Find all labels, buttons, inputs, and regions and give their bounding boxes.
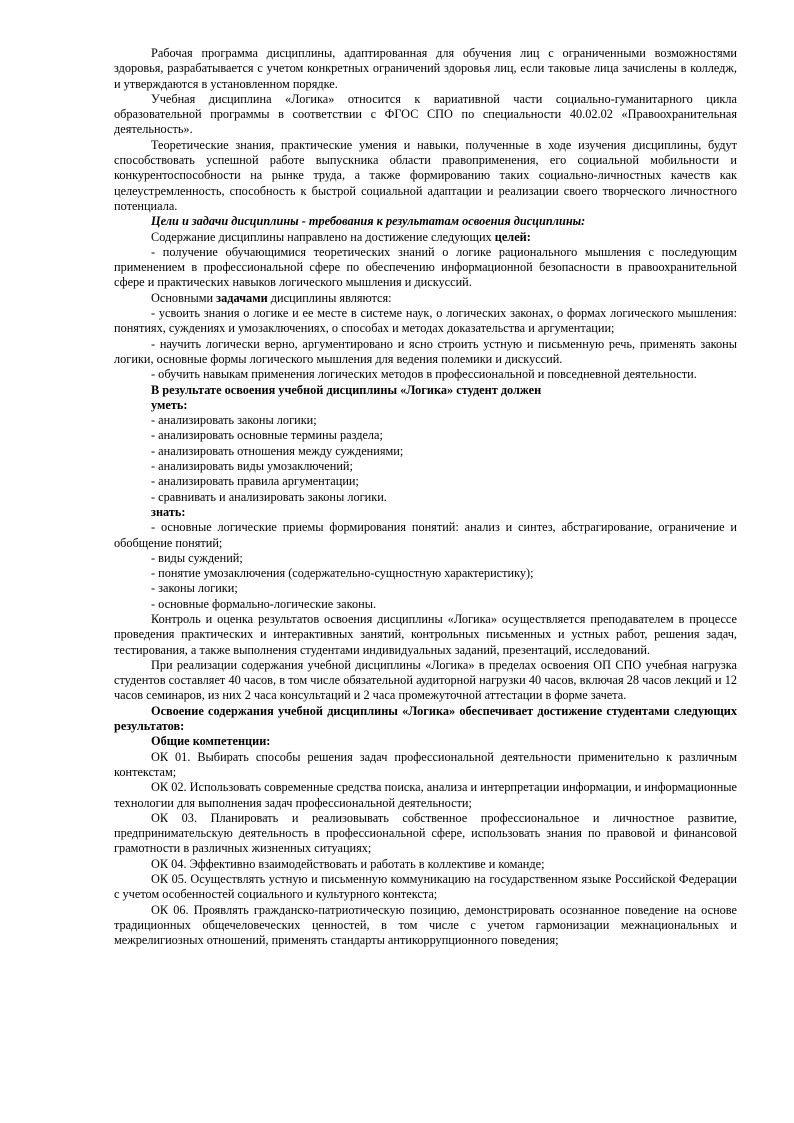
competency-item: ОК 05. Осуществлять устную и письменную коммуникацию на государственном языке Российской Федерации с учетом особенностей социального и культурного контекста;: [114, 872, 737, 902]
goal-item: - получение обучающимися теоретических знаний о логике рационального мышления с последующим применением в профессиональной сфере по обеспечению информационной безопасности в правоохранительной сфере и практических навыков логического мышления и дискуссий.: [114, 244, 737, 290]
skills-label: уметь:: [151, 397, 188, 412]
knowledge-item: - понятие умозаключения (содержательно-сущностную характеристику);: [151, 566, 534, 581]
tasks-intro: Основными задачами дисциплины являются:: [151, 290, 392, 305]
knowledge-item: - основные формально-логические законы.: [151, 596, 377, 611]
tasks-keyword: задачами: [216, 290, 268, 305]
paragraph-study-load: При реализации содержания учебной дисциплины «Логика» в пределах освоения ОП СПО учебная нагрузка студентов составляет 40 часов, в том числе обязательной аудиторной нагрузки 40 часов, включая 28 часов лекций и 12 часов семинаров, из них 2 часа консультаций и 2 часа промежуточной аттестации в форме зачета.: [114, 657, 737, 703]
task-item: - обучить навыкам применения логических методов в профессиональной и повседневной деятельности.: [151, 367, 697, 382]
goals-keyword: целей:: [494, 229, 531, 244]
skill-item: - сравнивать и анализировать законы логики.: [151, 489, 387, 504]
task-item: - научить логически верно, аргументировано и ясно строить устную и письменную речь, применять законы логики, основные формы логического мышления для ведения полемики и дискуссий.: [114, 336, 737, 366]
skill-item: - анализировать законы логики;: [151, 413, 317, 428]
task-item: - усвоить знания о логике и ее месте в системе наук, о логических законах, о формах логического мышления: понятиях, суждениях и умозаключениях, о способах и методах доказательства и аргументации;: [114, 306, 737, 336]
paragraph-control: Контроль и оценка результатов освоения дисциплины «Логика» осуществляется преподавателем в процессе проведения практических и интерактивных занятий, контрольных письменных и устных работ, решения задач, тестирования, а также выполнения студентами индивидуальных заданий, презентаций, исследований.: [114, 611, 737, 657]
paragraph-theoretical-knowledge: Теоретические знания, практические умения и навыки, полученные в ходе изучения дисциплины, будут способствовать успешной работе выпускника области правоприменения, его социальной мобильности и конкурентоспособности на рынке труда, а также формированию таких социально-личностных качеств как целеустремленность, способность к быстрой социальной адаптации и реализации своего творческого личностного потенциала.: [114, 137, 737, 213]
result-heading: В результате освоения учебной дисциплины «Логика» студент должен: [151, 382, 542, 397]
knowledge-item: - основные логические приемы формирования понятий: анализ и синтез, абстрагирование, ограничение и обобщение понятий;: [114, 520, 737, 550]
knowledge-label: знать:: [151, 504, 186, 519]
competencies-heading: Общие компетенции:: [151, 734, 271, 749]
skill-item: - анализировать отношения между суждениями;: [151, 443, 404, 458]
competency-item: ОК 01. Выбирать способы решения задач профессиональной деятельности применительно к различным контекстам;: [114, 749, 737, 779]
skill-item: - анализировать виды умозаключений;: [151, 459, 353, 474]
paragraph-adapted-program: Рабочая программа дисциплины, адаптированная для обучения лиц с ограниченными возможностями здоровья, разрабатывается с учетом конкретных ограничений здоровья лиц, если таковые лица зачислены в колледж, и утверждаются в установленном порядке.: [114, 46, 737, 91]
skill-item: - анализировать основные термины раздела;: [151, 428, 383, 443]
paragraph-results: Освоение содержания учебной дисциплины «Логика» обеспечивает достижение студентами следующих результатов:: [114, 703, 737, 734]
goals-intro: Содержание дисциплины направлено на достижение следующих целей:: [151, 229, 531, 244]
competency-item: ОК 02. Использовать современные средства поиска, анализа и интерпретации информации, и информационные технологии для выполнения задач профессиональной деятельности;: [114, 780, 737, 810]
competency-item: ОК 06. Проявлять гражданско-патриотическую позицию, демонстрировать осознанное поведение на основе традиционных общечеловеческих ценностей, в том числе с учетом гармонизации межнациональных и межрелигиозных отношений, применять стандарты антикоррупционного поведения;: [114, 902, 737, 948]
skill-item: - анализировать правила аргументации;: [151, 474, 359, 489]
knowledge-item: - законы логики;: [151, 581, 238, 596]
knowledge-item: - виды суждений;: [151, 550, 243, 565]
competency-item: ОК 03. Планировать и реализовывать собственное профессиональное и личностное развитие, предпринимательскую деятельность в профессиональной сфере, использовать знания по правовой и финансовой грамотности в различных жизненных ситуациях;: [114, 810, 737, 856]
document-page: [114, 46, 737, 949]
competency-item: ОК 04. Эффективно взаимодействовать и работать в коллективе и команде;: [151, 856, 545, 871]
goals-heading: Цели и задачи дисциплины - требования к результатам освоения дисциплины:: [151, 214, 586, 229]
paragraph-discipline-place: Учебная дисциплина «Логика» относится к вариативной части социально-гуманитарного цикла образовательной программы в соответствии с ФГОС СПО по специальности 40.02.02 «Правоохранительная деятельность».: [114, 91, 737, 137]
